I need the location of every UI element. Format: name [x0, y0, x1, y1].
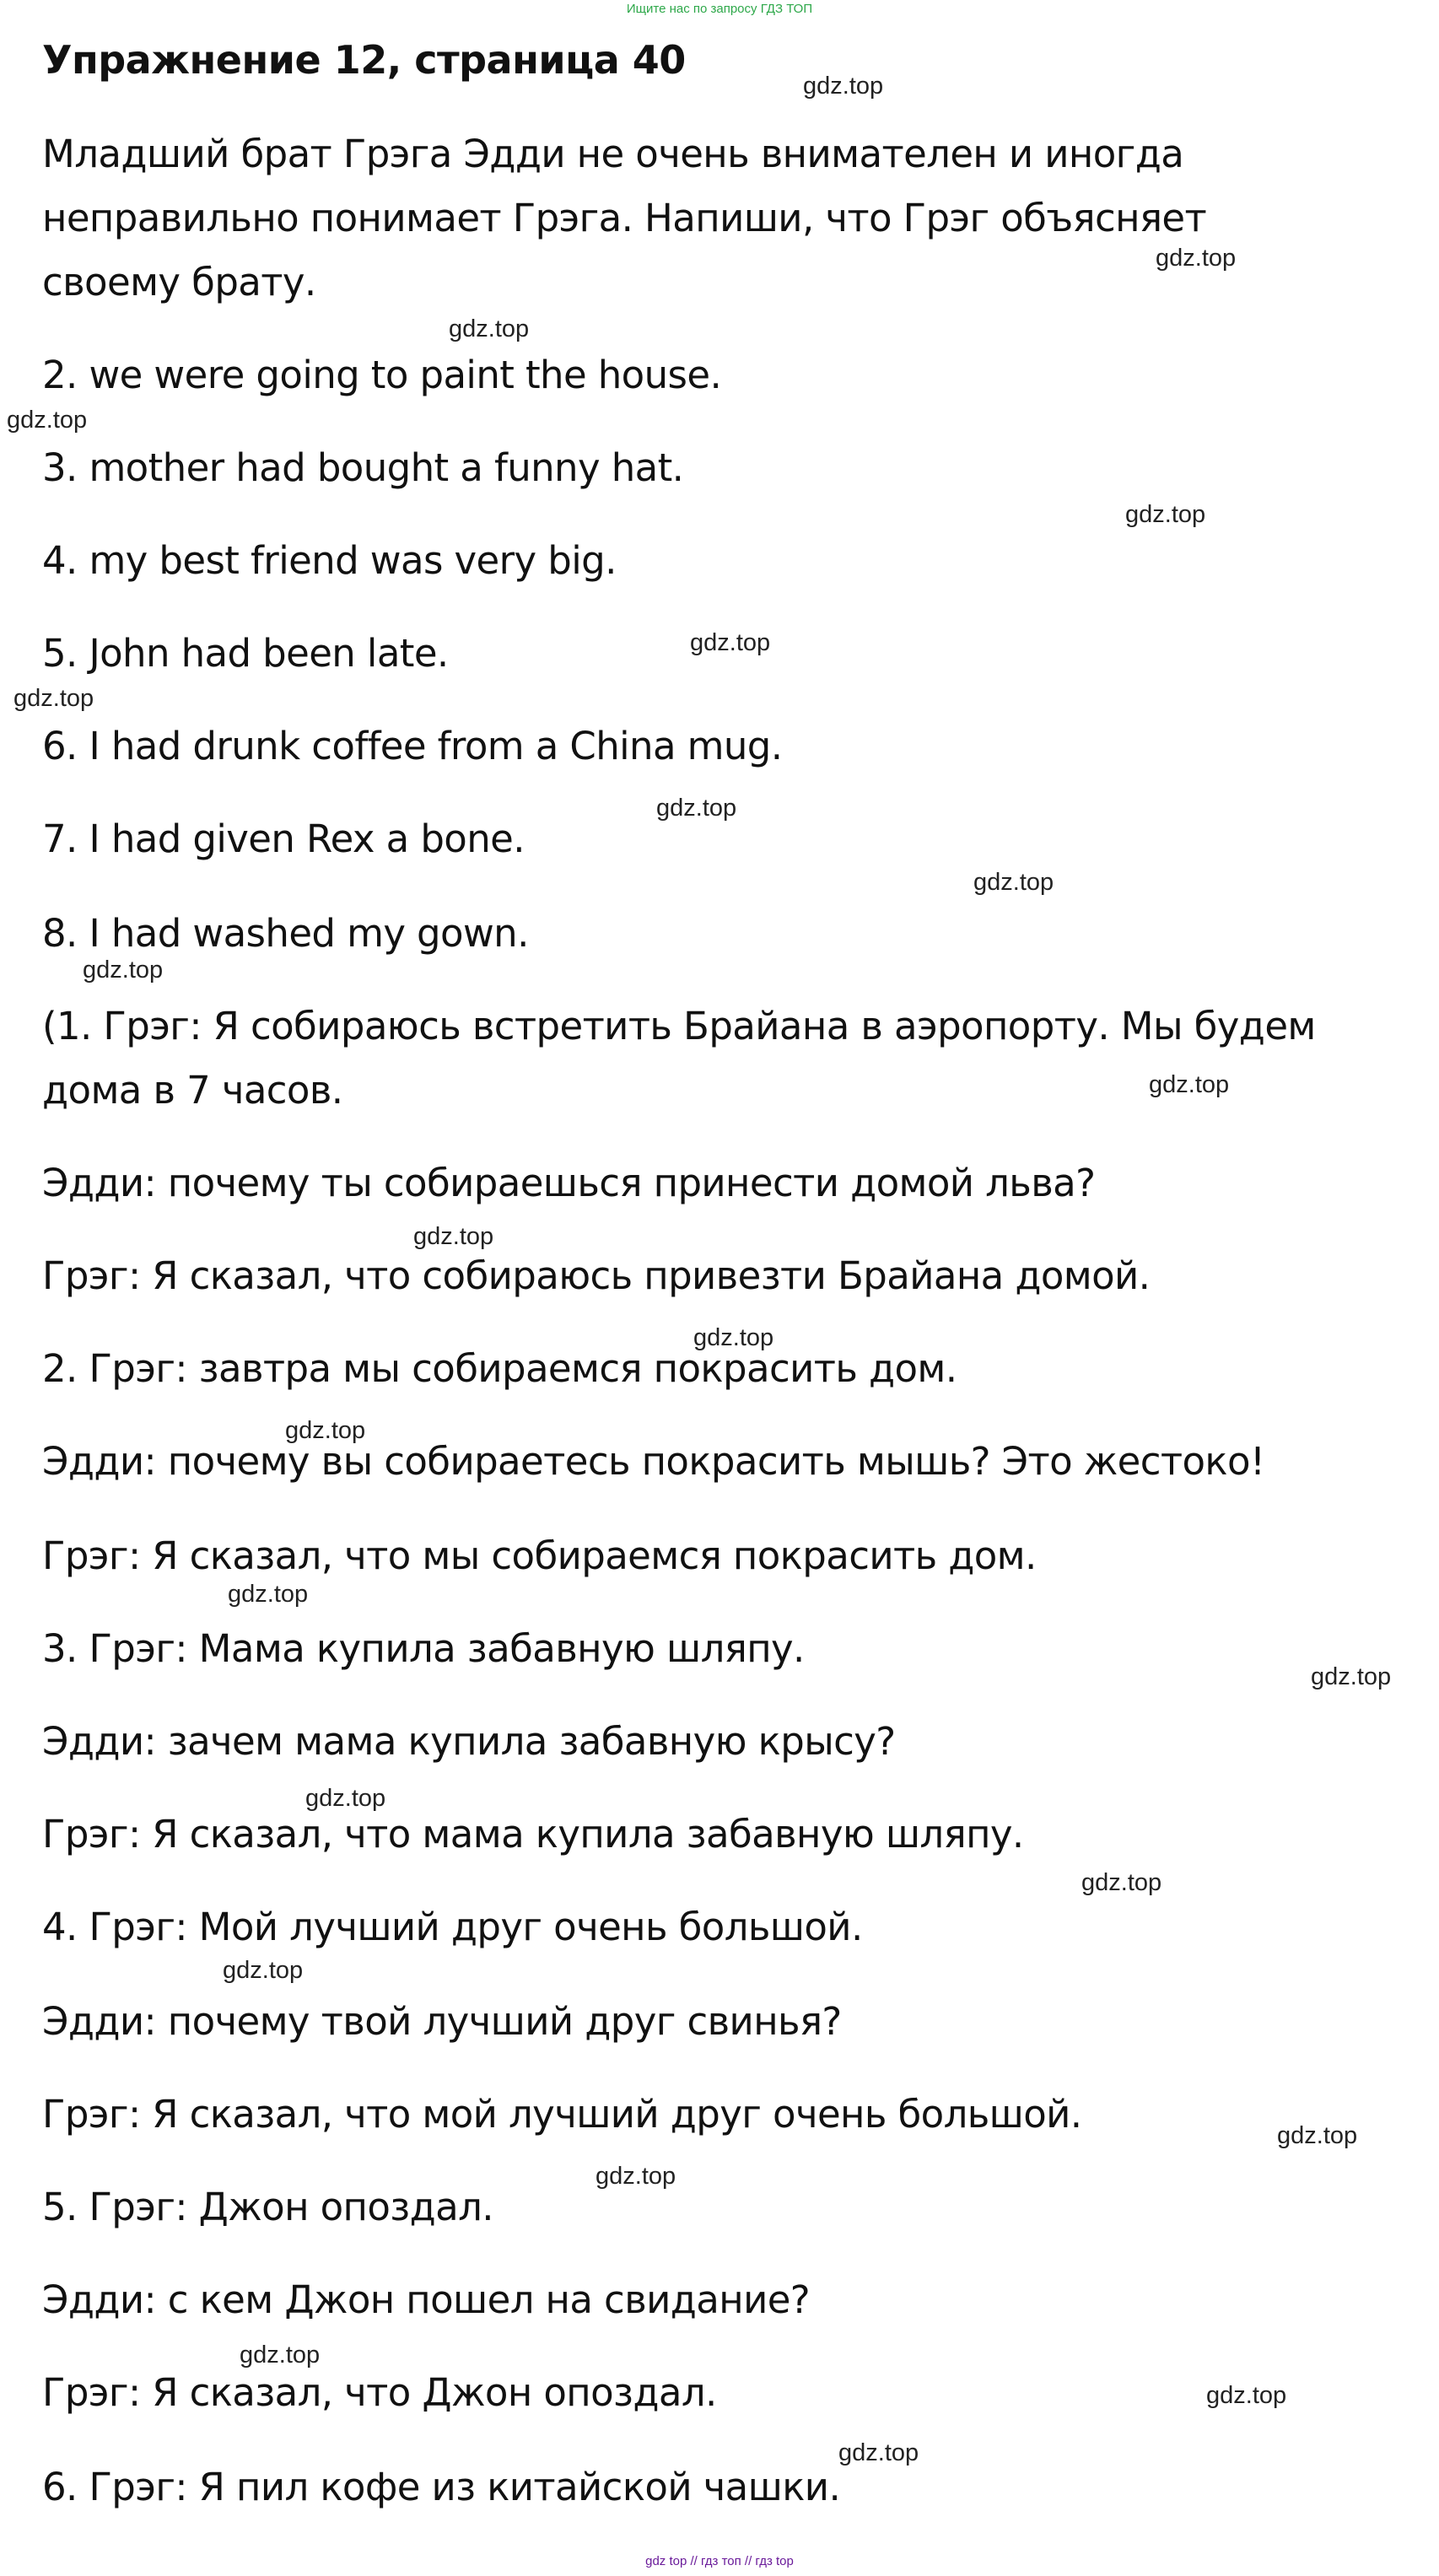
translation-intro-line-2: дома в 7 часов. — [42, 1068, 343, 1113]
page-title: Упражнение 12, страница 40 — [42, 37, 686, 83]
watermark: gdz.top — [838, 2439, 919, 2466]
watermark: gdz.top — [1156, 245, 1237, 272]
watermark: gdz.top — [1149, 1071, 1230, 1098]
watermark: gdz.top — [1125, 501, 1206, 528]
dialogue-line: 6. Грэг: Я пил кофе из китайской чашки. — [42, 2465, 841, 2509]
watermark: gdz.top — [973, 869, 1054, 896]
watermark: gdz.top — [1311, 1663, 1392, 1690]
answer-item: 4. my best friend was very big. — [42, 538, 617, 583]
answer-item: 7. I had given Rex a bone. — [42, 816, 525, 861]
watermark: gdz.top — [7, 407, 88, 434]
dialogue-line: 4. Грэг: Мой лучший друг очень большой. — [42, 1905, 863, 1949]
dialogue-line: 3. Грэг: Мама купила забавную шляпу. — [42, 1626, 805, 1671]
watermark: gdz.top — [13, 685, 94, 712]
translation-intro-line-1: (1. Грэг: Я собираюсь встретить Брайана в аэропорту. Мы будем — [42, 1004, 1316, 1048]
dialogue-line: Грэг: Я сказал, что мой лучший друг очень большой. — [42, 2092, 1082, 2137]
dialogue-line: Грэг: Я сказал, что мы собираемся покрасить дом. — [42, 1533, 1037, 1578]
watermark: gdz.top — [223, 1957, 304, 1984]
watermark: gdz.top — [690, 629, 771, 656]
watermark: gdz.top — [228, 1581, 309, 1608]
footer-links: gdz top // гдз топ // гдз top — [645, 2554, 794, 2568]
watermark: gdz.top — [596, 2163, 676, 2190]
watermark: gdz.top — [693, 1324, 774, 1351]
watermark: gdz.top — [305, 1785, 386, 1812]
watermark: gdz.top — [1206, 2382, 1287, 2409]
dialogue-line: Грэг: Я сказал, что собираюсь привезти Брайана домой. — [42, 1253, 1151, 1298]
task-line-1: Младший брат Грэга Эдди не очень внимателен и иногда — [42, 132, 1184, 176]
task-line-3: своему брату. — [42, 260, 316, 304]
dialogue-line: Грэг: Я сказал, что мама купила забавную шляпу. — [42, 1812, 1024, 1857]
watermark: gdz.top — [656, 795, 737, 822]
watermark: gdz.top — [413, 1223, 494, 1250]
watermark: gdz.top — [1277, 2122, 1358, 2149]
dialogue-line: 5. Грэг: Джон опоздал. — [42, 2185, 493, 2229]
answer-item: 5. John had been late. — [42, 631, 449, 676]
watermark: gdz.top — [240, 2342, 321, 2369]
answer-item: 8. I had washed my gown. — [42, 911, 529, 956]
dialogue-line: Эдди: почему твой лучший друг свинья? — [42, 1999, 842, 2044]
watermark: gdz.top — [1081, 1869, 1162, 1896]
dialogue-line: 2. Грэг: завтра мы собираемся покрасить дом. — [42, 1346, 957, 1391]
dialogue-line: Эдди: зачем мама купила забавную крысу? — [42, 1719, 896, 1764]
watermark: gdz.top — [285, 1417, 366, 1444]
dialogue-line: Эдди: почему вы собираетесь покрасить мышь? Это жестоко! — [42, 1439, 1265, 1484]
answer-item: 6. I had drunk coffee from a China mug. — [42, 724, 783, 768]
watermark: gdz.top — [803, 73, 884, 100]
dialogue-line: Эдди: с кем Джон пошел на свидание? — [42, 2277, 811, 2322]
task-line-2: неправильно понимает Грэга. Напиши, что Грэг объясняет — [42, 196, 1207, 240]
top-banner: Ищите нас по запросу ГДЗ ТОП — [626, 2, 813, 16]
dialogue-line: Грэг: Я сказал, что Джон опоздал. — [42, 2370, 717, 2415]
answer-item: 3. mother had bought a funny hat. — [42, 445, 684, 490]
watermark: gdz.top — [83, 957, 164, 984]
answer-item: 2. we were going to paint the house. — [42, 353, 722, 397]
watermark: gdz.top — [449, 315, 530, 342]
dialogue-line: Эдди: почему ты собираешься принести домой льва? — [42, 1161, 1096, 1205]
